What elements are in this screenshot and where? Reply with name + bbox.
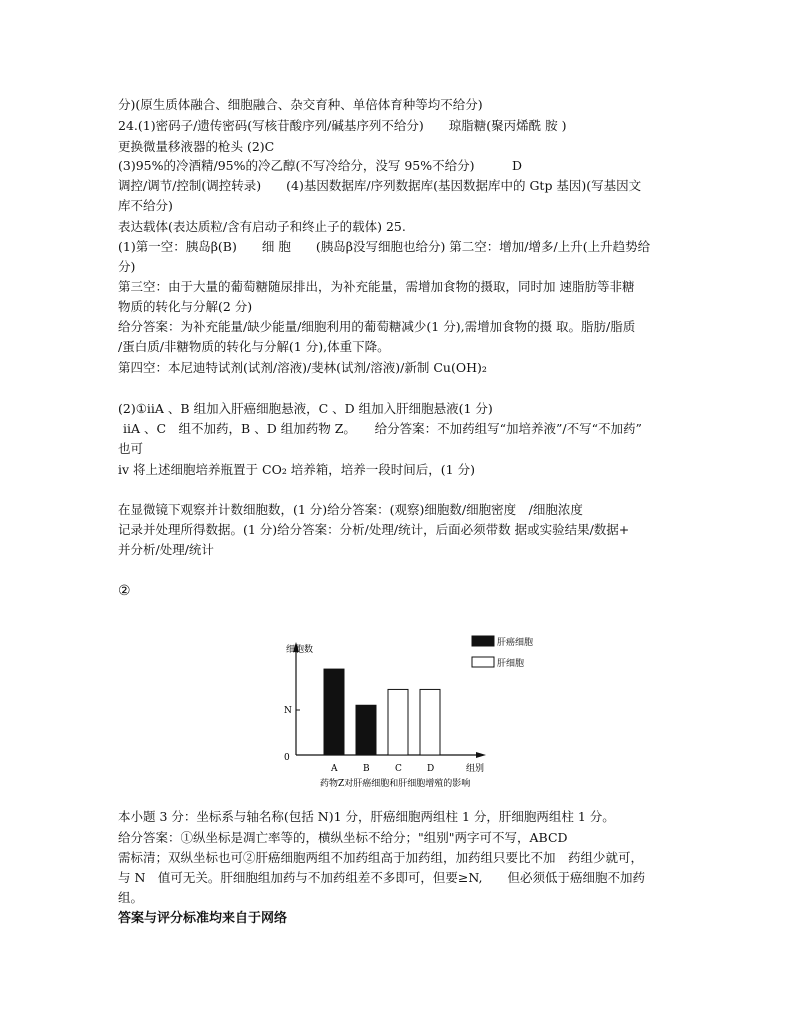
text-line: 需标清；双纵坐标也可②肝癌细胞两组不加药组高于加药组，加药组只要比不加 药组少就可， bbox=[118, 850, 644, 865]
text-line: 分)(原生质体融合、细胞融合、杂交育种、单倍体育种等均不给分) bbox=[118, 97, 483, 112]
text-line: 24.(1)密码子/遗传密码(写核苷酸序列/碱基序列不给分) 琼脂糖(聚丙烯酰 胺 ) bbox=[118, 118, 567, 133]
bar-B bbox=[356, 705, 376, 755]
chart-title: 药物Z对肝癌细胞和肝细胞增殖的影响 bbox=[320, 779, 471, 789]
y-tick-label: N bbox=[284, 706, 292, 716]
x-tick-label: B bbox=[363, 764, 370, 774]
x-tick-label: A bbox=[331, 764, 338, 774]
x-axis-arrow-icon bbox=[476, 752, 486, 758]
text-line: 表达载体(表达质粒/含有启动子和终止子的载体) 25. bbox=[118, 219, 406, 234]
bar-D bbox=[420, 689, 440, 755]
y-tick-label: 0 bbox=[284, 753, 290, 763]
x-axis-label: 组别 bbox=[466, 764, 485, 774]
legend-swatch-cancer bbox=[472, 636, 494, 646]
text-line: 记录并处理所得数据。(1 分)给分答案：分析/处理/统计，后面必须带数 据或实验结果/数据+ bbox=[118, 522, 630, 537]
text-line: 给分答案：①纵坐标是凋亡率等的，横纵坐标不给分；"组别"两字可不写，ABCD bbox=[118, 830, 568, 845]
legend-label: 肝癌细胞 bbox=[497, 638, 534, 648]
text-line: 第四空：本尼迪特试剂(试剂/溶液)/斐林(试剂/溶液)/新制 Cu(OH)₂ bbox=[118, 360, 487, 375]
text-line: (2)①iiA 、B 组加入肝癌细胞悬液，C 、D 组加入肝细胞悬液(1 分) bbox=[118, 401, 493, 416]
text-line: /蛋白质/非糖物质的转化与分解(1 分),体重下降。 bbox=[118, 339, 390, 354]
x-tick-label: C bbox=[395, 764, 402, 774]
text-line: ② bbox=[118, 583, 131, 599]
text-line: 本小题 3 分：坐标系与轴名称(包括 N)1 分，肝癌细胞两组柱 1 分，肝细胞两组柱 1 分。 bbox=[118, 809, 615, 824]
footer-note: 答案与评分标准均来自于网络 bbox=[118, 911, 288, 926]
y-axis-label: 细胞数 bbox=[286, 645, 314, 655]
text-line: 调控/调节/控制(调控转录) (4)基因数据库/序列数据库(基因数据库中的 Gtp 基因)(写基因文 bbox=[118, 178, 642, 193]
x-tick-label: D bbox=[427, 764, 435, 774]
text-line: 组。 bbox=[118, 890, 144, 905]
text-line: 库不给分) bbox=[118, 198, 173, 213]
text-line: 更换微量移液器的枪头 (2)C bbox=[118, 139, 275, 154]
legend-swatch-normal bbox=[472, 657, 494, 667]
text-line: 在显微镜下观察并计数细胞数，(1 分)给分答案：(观察)细胞数/细胞密度 /细胞浓度 bbox=[118, 502, 583, 517]
bar-C bbox=[388, 689, 408, 755]
text-line: 分) bbox=[118, 259, 136, 274]
text-line: 也可 bbox=[118, 441, 144, 456]
text-line: iiA 、C 组不加药，B 、D 组加药物 Z。 给分答案：不加药组写“加培养液”/不写“不加药” bbox=[123, 421, 642, 436]
text-line: (1)第一空：胰岛β(B) 细 胞 (胰岛β没写细胞也给分) 第二空：增加/增多/上升(上升趋势给 bbox=[118, 239, 651, 254]
text-line: 物质的转化与分解(2 分) bbox=[118, 299, 253, 314]
legend-label: 肝细胞 bbox=[497, 659, 525, 669]
text-line: 与 N 值可无关。肝细胞组加药与不加药组差不多即可，但要≥N, 但必须低于癌细胞不加药 bbox=[118, 870, 645, 885]
text-line: 并分析/处理/统计 bbox=[118, 542, 214, 557]
bar-A bbox=[324, 669, 344, 755]
text-line: iv 将上述细胞培养瓶置于 CO₂ 培养箱，培养一段时间后，(1 分) bbox=[118, 462, 475, 477]
text-line: (3)95%的冷酒精/95%的冷乙醇(不写冷给分，没写 95%不给分) D bbox=[118, 158, 523, 173]
bar-chart bbox=[276, 630, 534, 792]
text-line: 第三空：由于大量的葡萄糖随尿排出，为补充能量，需增加食物的摄取，同时加 速脂肪等非糖 bbox=[118, 279, 635, 294]
text-line: 给分答案：为补充能量/缺少能量/细胞利用的葡萄糖减少(1 分),需增加食物的摄 取。脂肪/脂质 bbox=[118, 319, 636, 334]
